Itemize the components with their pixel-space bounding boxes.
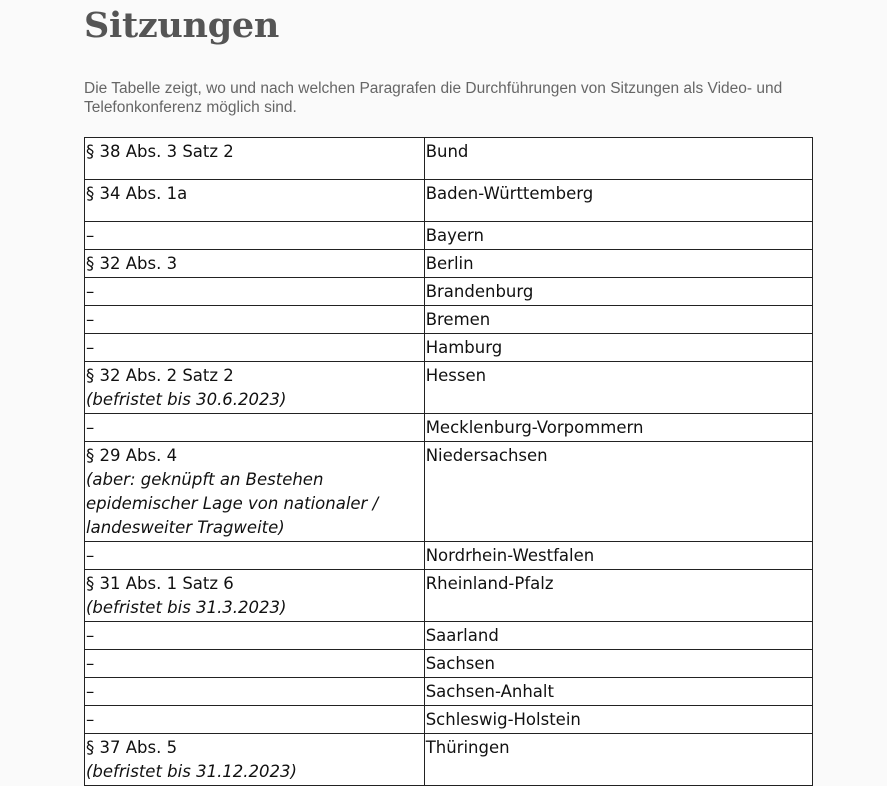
table-row	[85, 570, 813, 622]
paragraph-cell	[85, 570, 425, 622]
table-row	[85, 622, 813, 650]
table-row	[85, 222, 813, 250]
paragraph-cell	[85, 222, 425, 250]
state-cell: Berlin	[424, 250, 812, 278]
table-row	[85, 542, 813, 570]
paragraph-text: –	[86, 626, 95, 645]
paragraph-cell	[85, 442, 425, 542]
state-cell: Mecklenburg-Vorpommern	[424, 414, 812, 442]
state-cell: Niedersachsen	[424, 442, 812, 542]
paragraph-text: –	[86, 682, 95, 701]
table-row	[85, 650, 813, 678]
paragraph-text: § 37 Abs. 5	[86, 738, 178, 757]
paragraph-cell	[85, 650, 425, 678]
state-cell: Saarland	[424, 622, 812, 650]
paragraph-cell	[85, 414, 425, 442]
paragraph-cell	[85, 306, 425, 334]
state-cell: Baden-Württemberg	[424, 180, 812, 222]
paragraph-text: –	[86, 654, 95, 673]
state-cell: Rheinland-Pfalz	[424, 570, 812, 622]
page-title: Sitzungen	[84, 5, 279, 46]
paragraph-cell	[85, 180, 425, 222]
state-cell: Hamburg	[424, 334, 812, 362]
table-row	[85, 306, 813, 334]
paragraph-text: § 32 Abs. 2 Satz 2	[86, 366, 234, 385]
table-row	[85, 180, 813, 222]
table-row	[85, 334, 813, 362]
paragraph-cell	[85, 250, 425, 278]
state-cell: Nordrhein-Westfalen	[424, 542, 812, 570]
paragraph-cell	[85, 706, 425, 734]
paragraph-cell	[85, 542, 425, 570]
paragraph-cell	[85, 334, 425, 362]
state-cell: Hessen	[424, 362, 812, 414]
state-cell: Brandenburg	[424, 278, 812, 306]
paragraph-text: § 38 Abs. 3 Satz 2	[86, 142, 234, 161]
table-row	[85, 362, 813, 414]
table-row	[85, 706, 813, 734]
table-row	[85, 414, 813, 442]
paragraph-cell	[85, 678, 425, 706]
state-cell: Thüringen	[424, 734, 812, 786]
paragraph-note: (befristet bis 30.6.2023)	[86, 390, 287, 409]
paragraph-text: –	[86, 710, 95, 729]
state-cell: Bremen	[424, 306, 812, 334]
paragraph-text: § 31 Abs. 1 Satz 6	[86, 574, 234, 593]
paragraph-text: –	[86, 226, 95, 245]
table-row	[85, 250, 813, 278]
state-cell: Bund	[424, 138, 812, 180]
state-cell: Bayern	[424, 222, 812, 250]
paragraph-text: § 29 Abs. 4	[86, 446, 178, 465]
paragraph-text: –	[86, 546, 95, 565]
paragraph-text: –	[86, 338, 95, 357]
state-cell: Schleswig-Holstein	[424, 706, 812, 734]
paragraph-text: –	[86, 282, 95, 301]
paragraph-cell	[85, 138, 425, 180]
table-row	[85, 138, 813, 180]
law-table	[84, 137, 813, 786]
intro-text: Die Tabelle zeigt, wo und nach welchen Paragrafen die Durchführungen von Sitzungen als Video- und Telefonkonferenz möglich sind.	[84, 80, 783, 116]
paragraph-text: –	[86, 310, 95, 329]
table-row	[85, 278, 813, 306]
table-row	[85, 442, 813, 542]
table-row	[85, 678, 813, 706]
state-cell: Sachsen	[424, 650, 812, 678]
paragraph-note: (aber: geknüpft an Bestehen epidemischer Lage von nationaler / landesweiter Tragweite)	[86, 470, 379, 537]
paragraph-text: § 34 Abs. 1a	[86, 184, 188, 203]
paragraph-note: (befristet bis 31.3.2023)	[86, 598, 287, 617]
paragraph-note: (befristet bis 31.12.2023)	[86, 762, 297, 781]
paragraph-cell	[85, 362, 425, 414]
paragraph-cell	[85, 278, 425, 306]
paragraph-cell	[85, 622, 425, 650]
state-cell: Sachsen-Anhalt	[424, 678, 812, 706]
paragraph-text: –	[86, 418, 95, 437]
paragraph-text: § 32 Abs. 3	[86, 254, 178, 273]
